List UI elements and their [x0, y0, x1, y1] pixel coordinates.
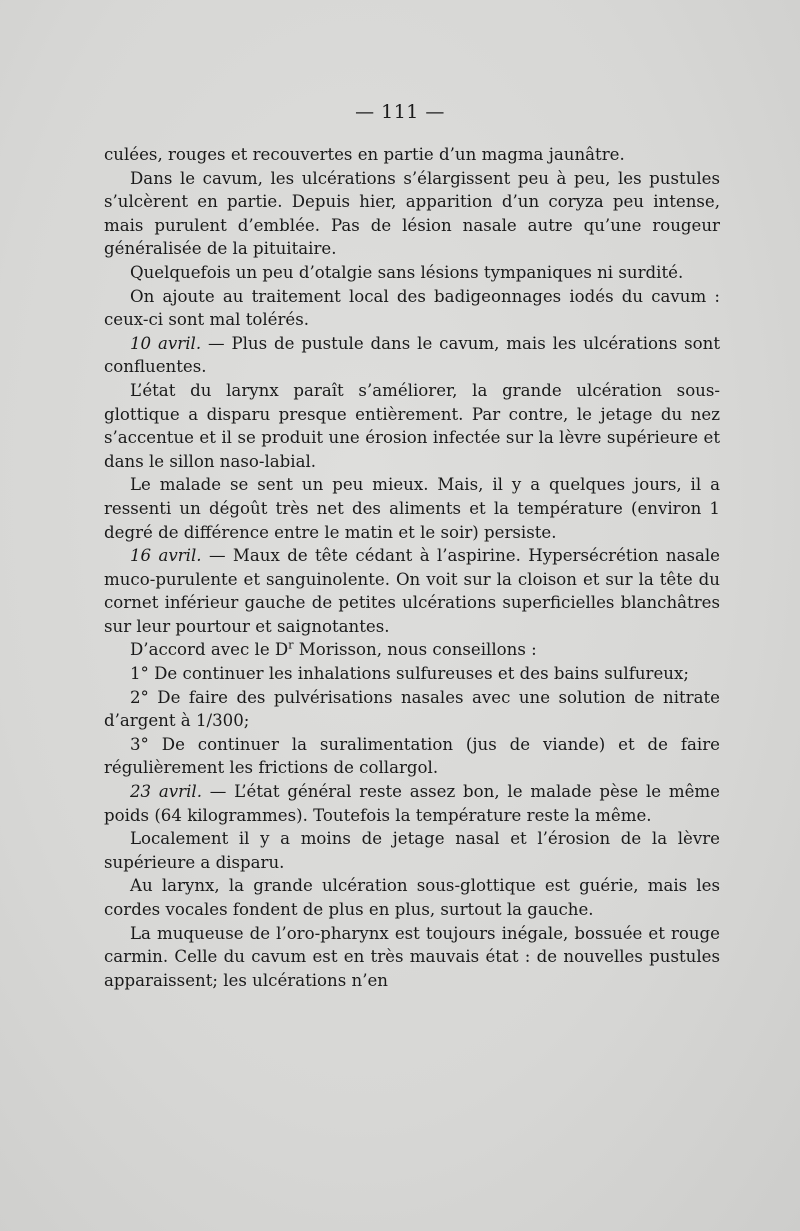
- paragraph-12: 3° De continuer la suralimentation (jus de viande) et de faire régulièrement les frictions de collargol.: [104, 734, 720, 778]
- paragraph-9-end: Morisson, nous conseillons :: [293, 640, 537, 660]
- page-number: — 111 —: [355, 101, 445, 123]
- paragraph-4: On ajoute au traitement local des badigeonnages iodés du cavum : ceux-ci sont mal tolérés.: [104, 286, 720, 330]
- paragraph-3: Quelquefois un peu d’otalgie sans lésions tympaniques ni surdité.: [130, 262, 684, 282]
- paragraph-9: [104, 638, 720, 662]
- date-23-avril: 23 avril.: [130, 782, 202, 802]
- paragraph-2: Dans le cavum, les ulcérations s’élargissent peu à peu, les pustules s’ulcèrent en partie. Depuis hier, apparition d’un coryza peu intense, mais purulent d’emblée. Pas de lésion nasale autre qu’une rougeur généralisée de la pituitaire.: [104, 168, 720, 259]
- body-text: [104, 143, 720, 992]
- paragraph-1: culées, rouges et recouvertes en partie d’un magma jaunâtre.: [104, 145, 625, 164]
- date-10-avril: 10 avril.: [130, 333, 202, 353]
- paragraph-10: 1° De continuer les inhalations sulfureuses et des bains sulfureux;: [130, 664, 689, 684]
- paragraph-5-text: — Plus de pustule dans le cavum, mais les ulcérations sont confluentes.: [104, 333, 720, 377]
- paragraph-13-text: — L’état général reste assez bon, le malade pèse le même poids (64 kilogrammes). Toutefois la température reste la même.: [104, 782, 720, 825]
- paragraph-9-start: D’accord avec le D: [130, 640, 289, 660]
- paragraph-15: Au larynx, la grande ulcération sous-glottique est guérie, mais les cordes vocales fondent de plus en plus, surtout la gauche.: [104, 876, 720, 919]
- paragraph-13: [104, 780, 720, 827]
- paragraph-8-text: — Maux de tête cédant à l’aspirine. Hypersécrétion nasale muco-purulente et sanguinolente. On voit sur la cloison et sur la tête du cornet inférieur gauche de petites ulcérations superficielles blanchâtres sur leur pourtour et saignotantes.: [104, 546, 720, 636]
- date-16-avril: 16 avril.: [130, 546, 202, 566]
- paragraph-5: [104, 332, 720, 379]
- paragraph-6: L’état du larynx paraît s’améliorer, la grande ulcération sous-glottique a disparu presque entièrement. Par contre, le jetage du nez s’accentue et il se produit une érosion infectée sur la lèvre supérieure et dans le sillon naso-labial.: [104, 380, 720, 471]
- paragraph-8: [104, 544, 720, 638]
- paragraph-14: Localement il y a moins de jetage nasal et l’érosion de la lèvre supérieure a disparu.: [104, 829, 720, 872]
- paragraph-11: 2° De faire des pulvérisations nasales avec une solution de nitrate d’argent à 1/300;: [104, 687, 720, 731]
- paragraph-16: La muqueuse de l’oro-pharynx est toujours inégale, bossuée et rouge carmin. Celle du cavum est en très mauvais état : de nouvelles pustules apparaissent; les ulcérations n’en: [104, 923, 720, 990]
- paragraph-7: Le malade se sent un peu mieux. Mais, il y a quelques jours, il a ressenti un dégoût très net des aliments et la température (environ 1 degré de différence entre le matin et le soir) persiste.: [104, 475, 720, 542]
- doctor-superscript: r: [288, 638, 294, 652]
